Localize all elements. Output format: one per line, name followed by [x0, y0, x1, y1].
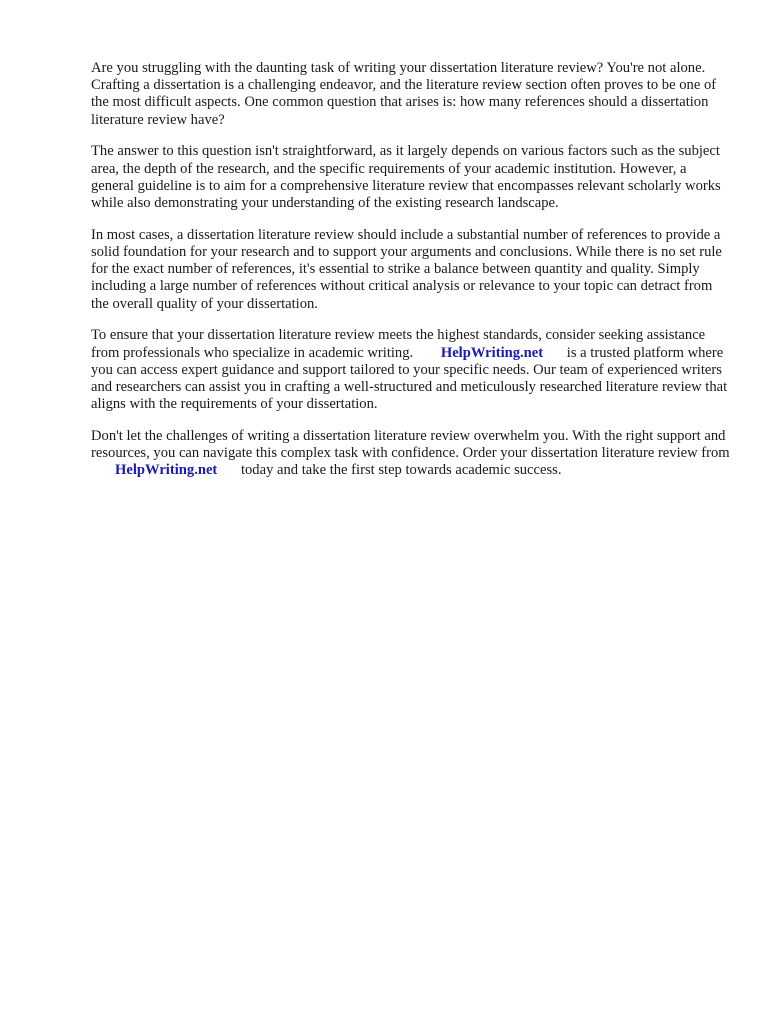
paragraph-intro: Are you struggling with the daunting task of writing your dissertation literature review? You're not alone. Crafting a dissertation is a challenging endeavor, and the literature review section often proves to be one of the most difficult aspects. One common question that arises is: how many references should a dissertation literature review have?	[91, 60, 717, 128]
paragraph-closing-text-before: Don't let the challenges of writing a dissertation literature review overwhelm you. With the right support and resources, you can navigate this complex task with confidence. Order your dissertation literature review from	[91, 428, 730, 462]
paragraph-ensure-text-before: To ensure that your dissertation literature review meets the highest standards, consider seeking assistance from professionals who specialize in academic writing.	[91, 327, 706, 361]
paragraph-most-cases: In most cases, a dissertation literature review should include a substantial number of references to provide a solid foundation for your research and to support your arguments and conclusions. While there is no set rule for the exact number of references, it's essential to strike a balance between quantity and quality. Simply including a large number of references without critical analysis or relevance to your topic can detract from the overall quality of your dissertation.	[91, 226, 722, 312]
helpwriting-link[interactable]: HelpWriting.net	[440, 344, 544, 361]
helpwriting-link[interactable]: HelpWriting.net	[115, 462, 218, 479]
paragraph-closing	[91, 428, 731, 480]
paragraph-answer: The answer to this question isn't straightforward, as it largely depends on various factors such as the subject area, the depth of the research, and the specific requirements of your academic institution. However, a general guideline is to aim for a comprehensive literature review that encompasses relevant scholarly works while also demonstrating your understanding of the existing research landscape.	[91, 143, 721, 212]
document-body	[91, 60, 731, 494]
paragraph-ensure-text-after: is a trusted platform where you can access expert guidance and support tailored to your specific needs. Our team of experienced writers and researchers can assist you in crafting a well-structured and meticulously researched literature review that aligns with the requirements of your dissertation.	[91, 344, 728, 413]
paragraph-ensure	[91, 327, 731, 413]
paragraph-closing-text-after: today and take the first step towards academic success.	[240, 462, 562, 479]
